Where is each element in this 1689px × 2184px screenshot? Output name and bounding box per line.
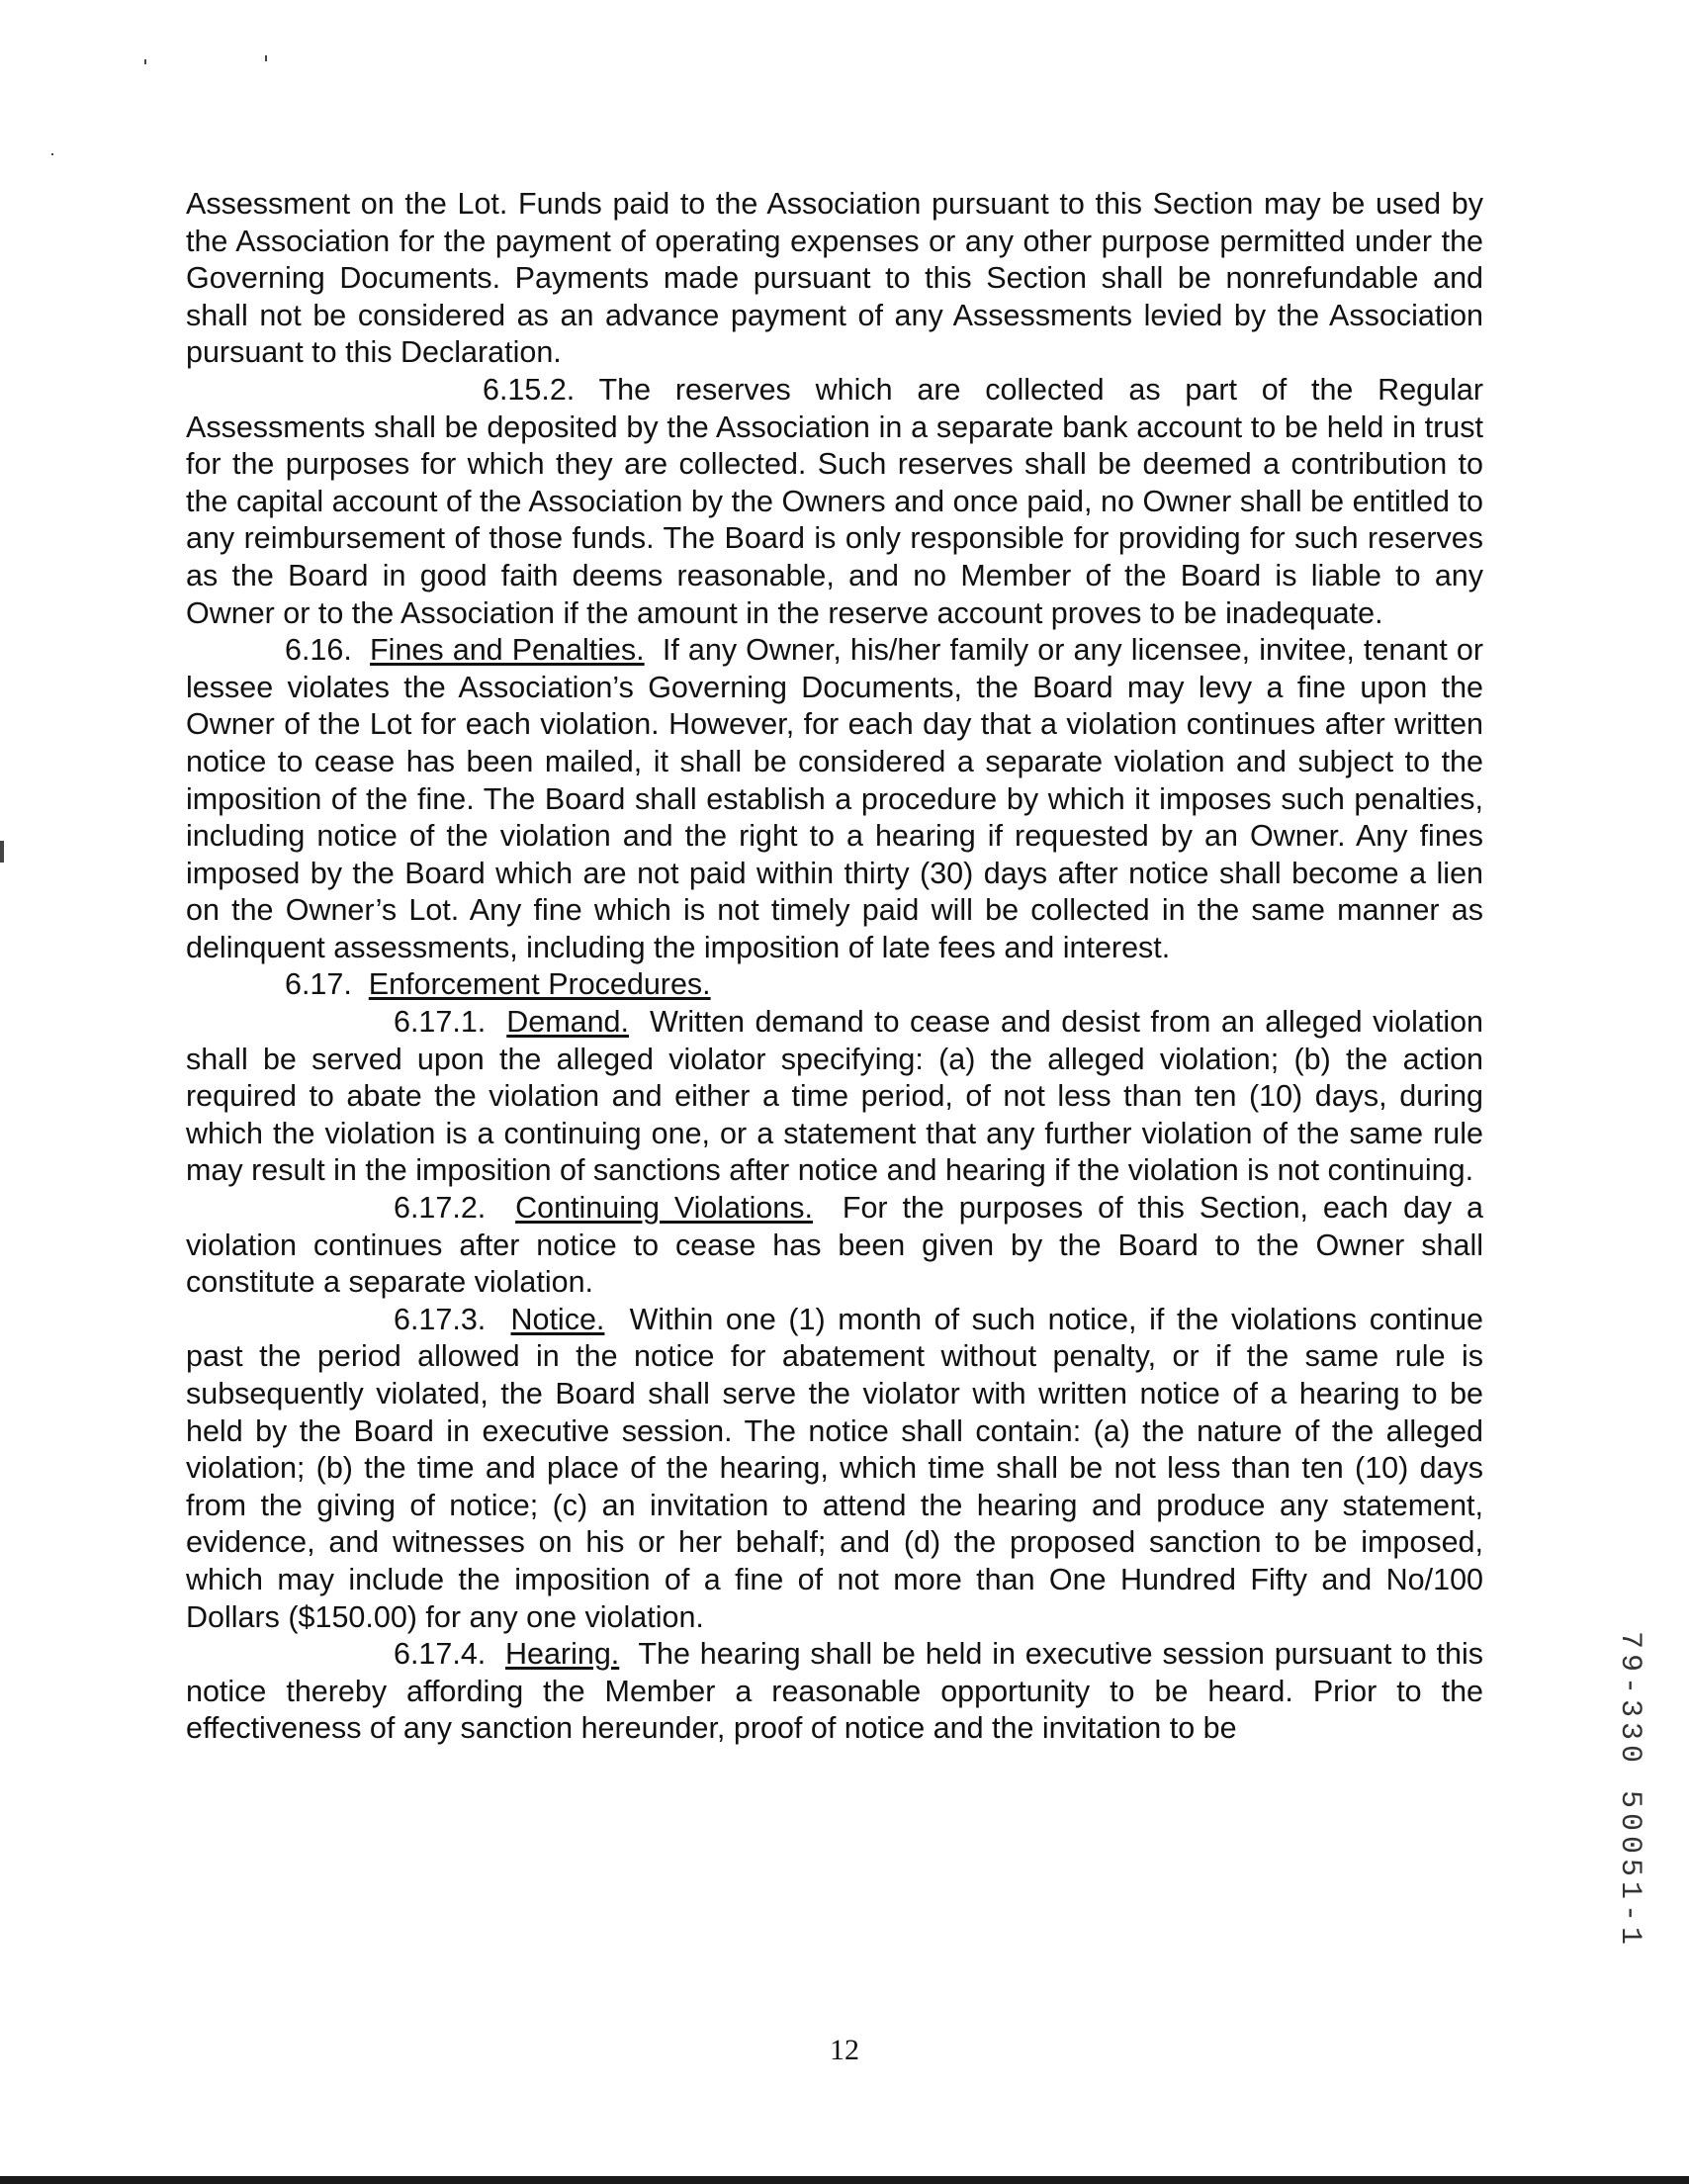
- section-body: Written demand to cease and desist from an alleged violation shall be served upon the alleged violator specifying: (a) the alleged violation; (b) the action required to abate the violation and either a time period, of not less than ten (10) days, during which the violation is a continuing one, or a statement that any further violation of the same rule may result in the imposition of sanctions after notice and hearing if the violation is not continuing.: [186, 1005, 1484, 1188]
- section-number: 6.17.4.: [394, 1637, 487, 1672]
- scan-border: [0, 2176, 1689, 2184]
- body-text: [186, 186, 1483, 1748]
- section-heading: Enforcement Procedures.: [368, 967, 711, 1002]
- section-body: If any Owner, his/her family or any licensee, invitee, tenant or lessee violates the Association’s Governing Documents, the Board may levy a fine upon the Owner of the Lot for each violation. However, for each day that a violation continues after written notice to cease has been mailed, it shall be considered a separate violation and subject to the imposition of the fine. The Board shall establish a procedure by which it imposes such penalties, including notice of the violation and the right to a hearing if requested by an Owner. Any fines imposed by the Board which are not paid within thirty (30) days after notice shall become a lien on the Owner’s Lot. Any fine which is not timely paid will be collected in the same manner as delinquent assessments, including the imposition of late fees and interest.: [186, 633, 1483, 964]
- section-number: 6.17.: [285, 967, 352, 1002]
- section-number: 6.17.1.: [394, 1005, 487, 1040]
- section-body: Within one (1) month of such notice, if the violations continue past the period allowed in the notice for abatement without penalty, or if the same rule is subsequently violated, the Board shall serve the violator with written notice of a hearing to be held by the Board in executive session. The notice shall contain: (a) the nature of the alleged violation; (b) the time and place of the hearing, which time shall be not less than ten (10) days from the giving of notice; (c) an invitation to attend the hearing and produce any statement, evidence, and witnesses on his or her behalf; and (d) the proposed sanction to be imposed, which may include the imposition of a fine of not more than One Hundred Fifty and No/100 Dollars ($150.00) for any one violation.: [186, 1302, 1484, 1634]
- section-heading: Demand.: [506, 1005, 629, 1040]
- section-body: For the purposes of this Section, each day a violation continues after notice to cease has been given by the Board to the Owner shall constitute a separate violation.: [186, 1191, 1484, 1300]
- paragraph-6-15-2: 6.15.2. The reserves which are collected as part of the Regular Assessments shall be deposited by the Association in a separate bank account to be held in trust for the purposes for which they are collected. Such reserves shall be deemed a contribution to the capital account of the Association by the Owners and once paid, no Owner shall be entitled to any reimbursement of those funds. The Board is only responsible for providing for such reserves as the Board in good faith deems reasonable, and no Member of the Board is liable to any Owner or to the Association if the amount in the reserve account proves to be inadequate.: [186, 372, 1483, 630]
- section-6-17-4: [186, 1636, 1483, 1748]
- scan-mark: [51, 153, 53, 155]
- scan-mark: [265, 55, 267, 61]
- section-6-16: [186, 632, 1483, 966]
- recording-stamp: 79-330 50051-1: [1613, 1630, 1646, 1951]
- section-number: 6.17.2.: [394, 1191, 487, 1226]
- section-heading: Fines and Penalties.: [370, 633, 645, 668]
- section-6-17-2: [186, 1190, 1483, 1302]
- section-number: 6.17.3.: [394, 1302, 487, 1336]
- page-number: 12: [830, 2034, 859, 2066]
- section-number: 6.16.: [285, 633, 352, 668]
- scan-mark: [144, 59, 146, 64]
- paragraph-assessment-funds: Assessment on the Lot. Funds paid to the Association pursuant to this Section may be used by the Association for the payment of operating expenses or any other purpose permitted under the Governing Documents. Payments made pursuant to this Section shall be nonrefundable and shall not be considered as an advance payment of any Assessments levied by the Association pursuant to this Declaration.: [186, 187, 1483, 370]
- section-heading: Notice.: [510, 1302, 605, 1336]
- section-heading: Hearing.: [504, 1637, 620, 1672]
- scan-mark: [0, 841, 4, 863]
- section-6-17-3: [186, 1302, 1483, 1636]
- section-6-17: [186, 966, 1483, 1004]
- section-6-17-1: [186, 1004, 1483, 1190]
- section-heading: Continuing Violations.: [515, 1191, 813, 1226]
- section-body: The hearing shall be held in executive session pursuant to this notice thereby affording the Member a reasonable opportunity to be heard. Prior to the effectiveness of any sanction hereunder, proof of notice and the invitation to be: [186, 1637, 1483, 1746]
